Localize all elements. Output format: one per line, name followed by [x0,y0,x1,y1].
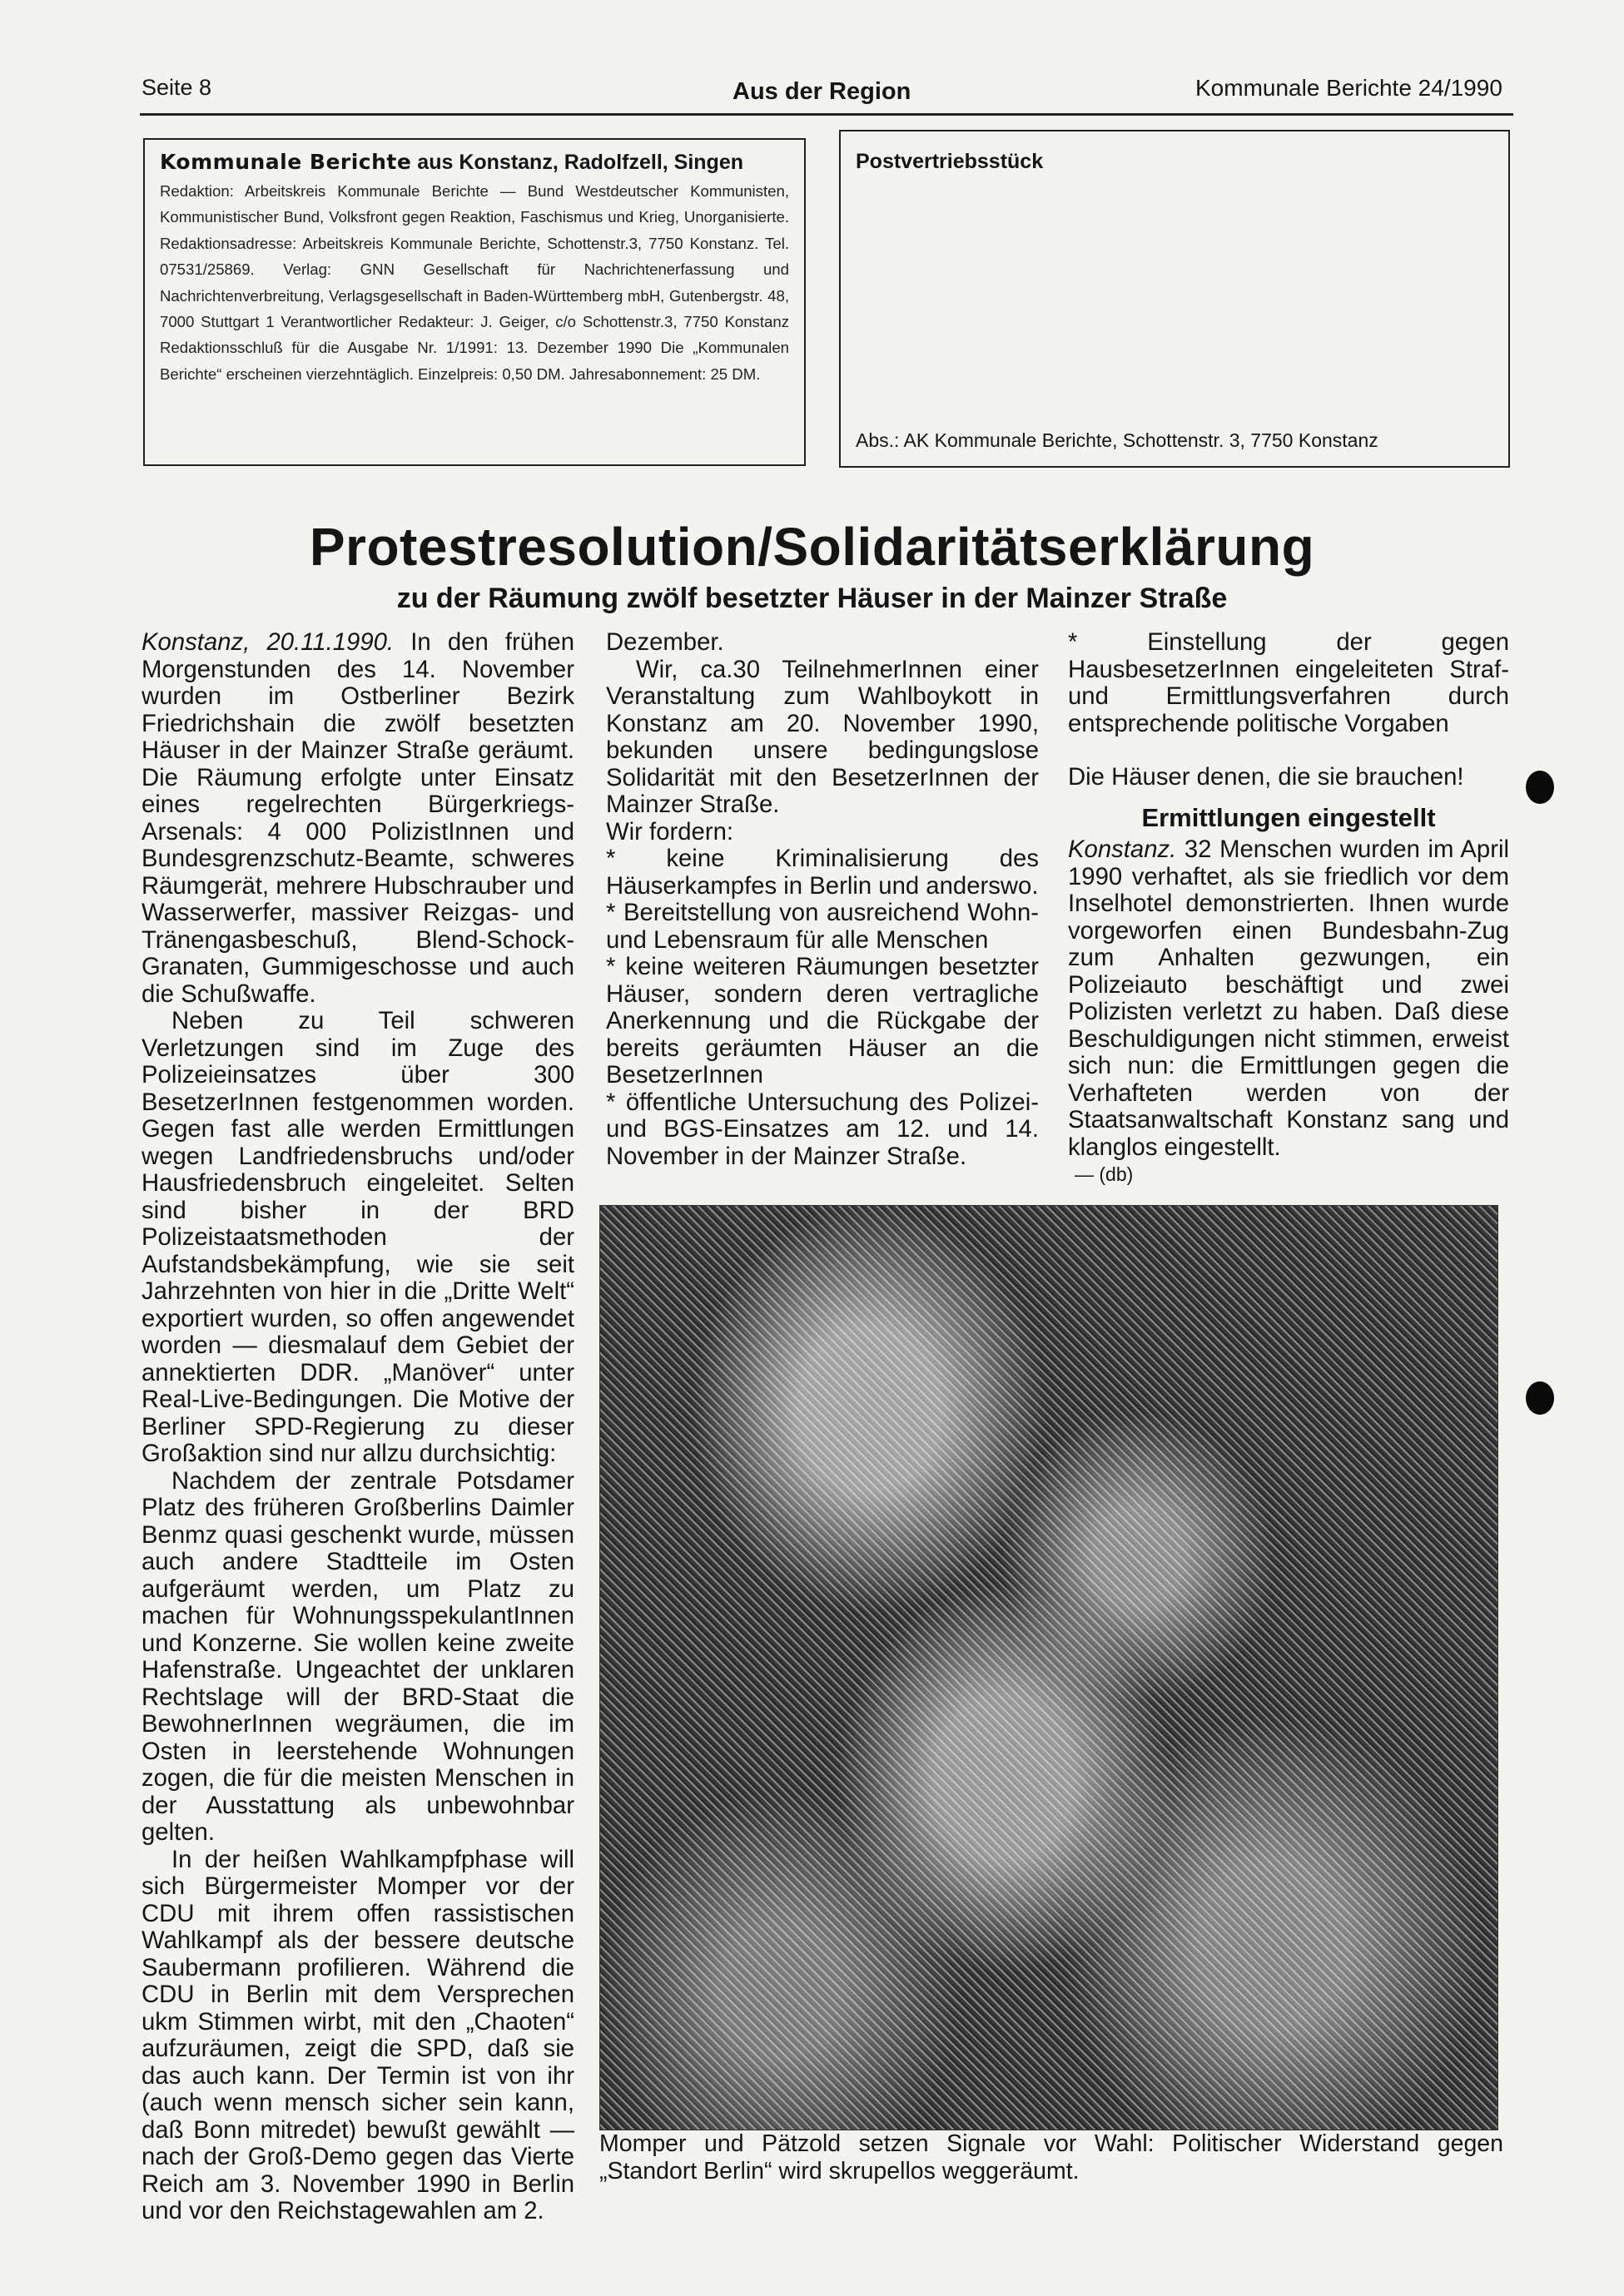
news-photo [599,1205,1498,2130]
sender-address: Abs.: AK Kommunale Berichte, Schottenstr. 3, 7750 Konstanz [856,429,1378,451]
demand-item: * öffentliche Untersuchung des Polizei- und BGS-Einsatzes am 12. und 14. November in der Mainzer Straße. [606,1088,1039,1170]
demands-intro: Wir fordern: [606,817,734,846]
photo-caption: Momper und Pätzold setzen Signale vor Wahl: Politischer Widerstand gegen „Standort Berlin“ wird skrupellos weggeräumt. [599,2130,1503,2184]
punch-hole [1526,1381,1554,1415]
article-paragraph: In der heißen Wahlkampfphase will sich Bürgermeister Momper vor der CDU mit ihrem offen rassistischen Wahlkampf als der bessere deutsche Saubermann profilieren. Während die CDU in Berlin mit dem Versprechen ukm Stimmen wirbt, mit den „Chaoten“ aufzuräumen, zeigt die SPD, daß sie das auch kann. Der Termin ist von ihr (auch wenn mensch sicher sein kann, daß Bonn mitredet) bewußt gewählt — nach der Groß-Demo gegen das Vierte Reich am 3. November 1990 in Berlin und vor den Reichstagewahlen am 2. [142,1845,574,2224]
impressum-body: Redaktion: Arbeitskreis Kommunale Berichte — Bund Westdeutscher Kommunisten, Kommunistischer Bund, Volksfront gegen Reaktion, Faschismus und Krieg, Unorganisierte. Redaktionsadresse: Arbeitskreis Kommunale Berichte, Schottenstr.3, 7750 Konstanz. Tel. 07531/25869. Verlag: GNN Gesellschaft für Nachrichtenerfassung und Nachrichtenverbreitung, Verlagsgesellschaft in Baden-Württemberg mbH, Gutenbergstr. 48, 7000 Stuttgart 1 Verantwortlicher Redakteur: J. Geiger, c/o Schottenstr.3, 7750 Konstanz Redaktionsschluß für die Ausgabe Nr. 1/1991: 13. Dezember 1990 Die „Kommunalen Berichte“ erscheinen vierzehntäglich. Einzelpreis: 0,50 DM. Jahresabonnement: 25 DM. [160,182,789,383]
sidebar-paragraph [1068,836,1509,1161]
article-column-1 [142,629,574,2225]
article-paragraph: Nachdem der zentrale Potsdamer Platz des früheren Großberlins Daimler Benmz quasi geschenkt wurde, müssen auch andere Stadtteile im Osten aufgeräumt werden, um Platz zu machen für WohnungsspekulantInnen und Konzerne. Sie wollen keine zweite Hafenstraße. Ungeachtet der unklaren Rechtslage will der BRD-Staat die BewohnerInnen wegräumen, die im Osten in leerstehende Wohnungen zogen, die für die meisten Menschen in der Ausstattung als unbewohnbar gelten. [142,1466,574,1846]
header-rule [140,113,1513,116]
article-paragraph-text: In den frühen Morgenstunden des 14. November wurden im Ostberliner Bezirk Friedrichshain die zwölf besetzten Häuser in der Mainzer Straße geräumt. Die Räumung erfolgte unter Einsatz eines regelrechten Bürgerkriegs-Arsenals: 4 000 PolizistInnen und Bundesgrenzschutz-Beamte, schweres Räumgerät, mehrere Hubschrauber und Wasserwerfer, massiver Reizgas- und Tränengasbeschuß, Blend-Schock-Granaten, Gummigeschosse und auch die Schußwaffe. [142,628,574,1008]
sidebar-dateline: Konstanz. [1068,836,1177,863]
slogan: Die Häuser denen, die sie brauchen! [1068,763,1464,791]
impressum-brand: Kommunale Berichte [160,150,412,174]
punch-hole [1526,771,1554,804]
demand-item: * Bereitstellung von ausreichend Wohn- und Lebensraum für alle Menschen [606,899,1039,954]
impressum-title-rest: aus Konstanz, Radolfzell, Singen [411,151,744,174]
sidebar-paragraph-text: 32 Menschen wurden im April 1990 verhaftet, als sie friedlich vor dem Inselhotel demonstrierten. Ihnen wurde vorgeworfen einen Bundesbahn-Zug zum Anhalten gezwungen, ein Polizeiauto beschäftigt und zwei Polizisten verletzt zu haben. Daß diese Beschuldigungen nicht stimmen, erweist sich nun: die Ermittlungen gegen die Verhafteten werden von der Staatsanwaltschaft Konstanz sang und klanglos eingestellt. [1068,836,1509,1161]
page-number: Seite 8 [142,75,212,100]
article-dateline: Konstanz, 20.11.1990. [142,628,395,656]
demand-item: * Einstellung der gegen HausbesetzerInnen eingeleiteten Straf- und Ermittlungsverfahren durch entsprechende politische Vorgaben [1068,628,1509,737]
spacer [1068,737,1509,764]
author-signature: — (db) [1075,1163,1134,1185]
demand-item: * keine Kriminalisierung des Häuserkampfes in Berlin und anderswo. [606,845,1039,900]
postvertrieb-box [839,130,1510,468]
demand-item: * keine weiteren Räumungen besetzter Häuser, sondern deren vertragliche Anerkennung und die Rückgabe der bereits geräumten Häuser an die BesetzerInnen [606,953,1039,1088]
article-paragraph: Dezember. [606,628,724,656]
article-column-2 [606,629,1039,1170]
postvertrieb-title: Postvertriebsstück [856,150,1044,173]
article-paragraph: Wir, ca.30 TeilnehmerInnen einer Veranstaltung zum Wahlboykott in Konstanz am 20. November 1990, bekunden unsere bedingungslose Solidarität mit den BesetzerInnen der Mainzer Straße. [606,655,1039,818]
article-headline: Protestresolution/Solidaritätserklärung [309,517,1315,577]
issue-label: Kommunale Berichte 24/1990 [1195,75,1502,101]
article-column-3 [1068,629,1509,1188]
impressum-box [143,138,806,466]
section-title: Aus der Region [733,78,911,105]
article-paragraph [142,629,574,1008]
impressum-title [160,150,789,175]
sidebar-heading: Ermittlungen eingestellt [1141,802,1436,832]
article-paragraph: Neben zu Teil schweren Verletzungen sind im Zuge des Polizeieinsatzes über 300 BesetzerInnen festgenommen worden. Gegen fast alle werden Ermittlungen wegen Landfriedensbruchs und/oder Hausfriedensbruch eingeleitet. Selten sind bisher in der BRD Polizeistaatsmethoden der Aufstandsbekämpfung, wie sie seit Jahrzehnten von hier in die „Dritte Welt“ exportiert wurden, so offen angewendet worden — diesmalauf dem Gebiet der annektierten DDR. „Manöver“ unter Real-Live-Bedingungen. Die Motive der Berliner SPD-Regierung zu dieser Großaktion sind nur allzu durchsichtig: [142,1007,574,1467]
article-subheadline: zu der Räumung zwölf besetzter Häuser in der Mainzer Straße [396,583,1228,614]
